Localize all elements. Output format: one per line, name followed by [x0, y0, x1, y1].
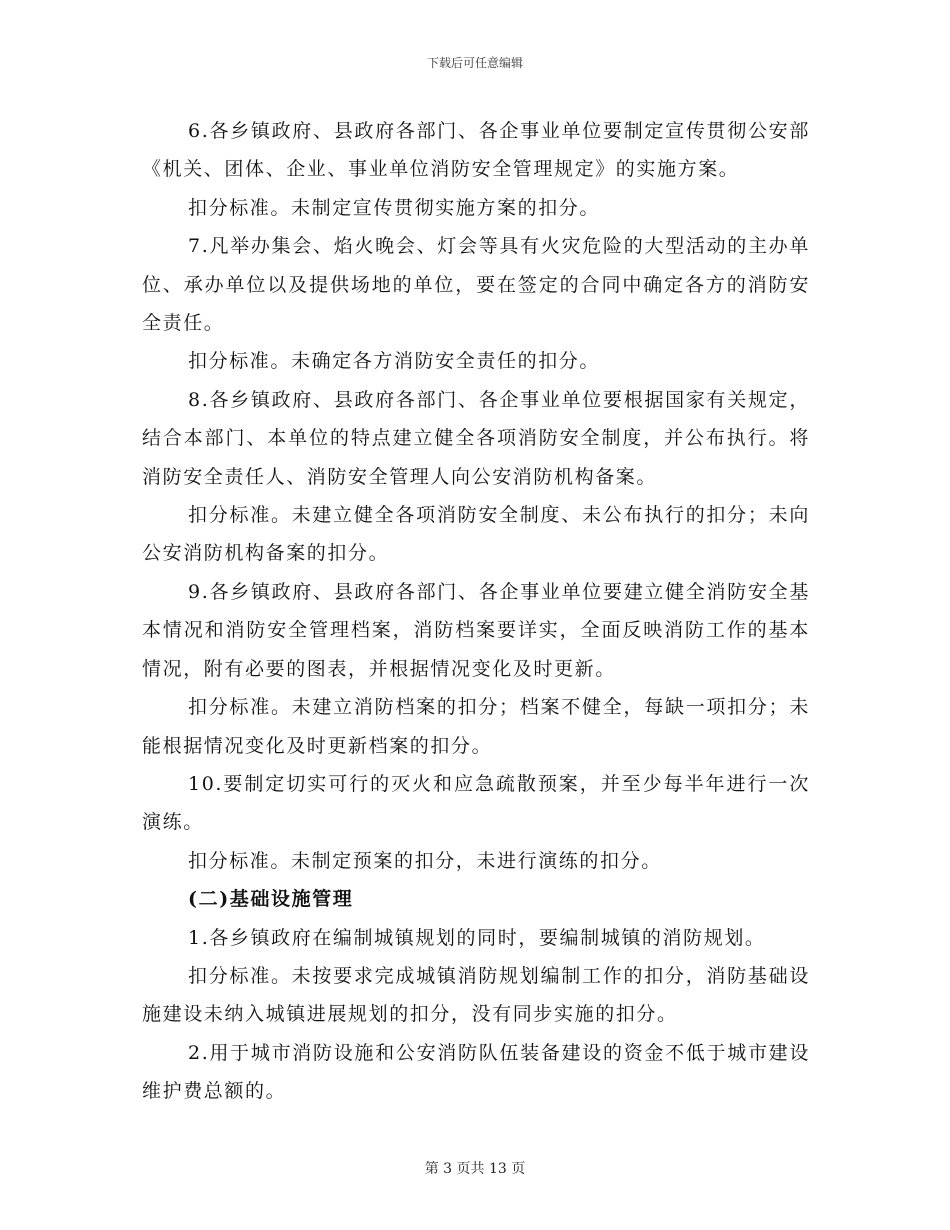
paragraph-item-6: 6.各乡镇政府、县政府各部门、各企事业单位要制定宣传贯彻公安部《机关、团体、企业、事业单位消防安全管理规定》的实施方案。 [142, 120, 810, 181]
section-heading: (二)基础设施管理 [188, 888, 354, 911]
section-paragraph-item-1: 1.各乡镇政府在编制城镇规划的同时，要编制城镇的消防规划。 [188, 926, 766, 949]
paragraph-item-7: 7.凡举办集会、焰火晚会、灯会等具有火灾危险的大型活动的主办单位、承办单位以及提供场地的单位，要在签定的合同中确定各方的消防安全责任。 [142, 235, 810, 335]
page-number-footer: 第 3 页共 13 页 [424, 1161, 526, 1177]
section-paragraph-item-2: 2.用于城市消防设施和公安消防队伍装备建设的资金不低于城市建设维护费总额的。 [142, 1041, 810, 1103]
page-header-note: 下载后可任意编辑 [426, 56, 523, 70]
paragraph-item-8: 8.各乡镇政府、县政府各部门、各企事业单位要根据国家有关规定，结合本部门、本单位的特点建立健全各项消防安全制度，并公布执行。将消防安全责任人、消防安全管理人向公安消防机构备案。 [142, 388, 810, 488]
deduction-standard-7: 扣分标准。未确定各方消防安全责任的扣分。 [188, 350, 601, 373]
deduction-standard-6: 扣分标准。未制定宣传贯彻实施方案的扣分。 [188, 196, 601, 219]
section-deduction-standard-1: 扣分标准。未按要求完成城镇消防规划编制工作的扣分，消防基础设施建设未纳入城镇进展规划的扣分，没有同步实施的扣分。 [142, 964, 810, 1026]
deduction-standard-8: 扣分标准。未建立健全各项消防安全制度、未公布执行的扣分；未向公安消防机构备案的扣分。 [142, 504, 810, 565]
document-body [142, 112, 810, 1111]
paragraph-item-10: 10.要制定切实可行的灭火和应急疏散预案，并至少每半年进行一次演练。 [142, 772, 810, 834]
deduction-standard-9: 扣分标准。未建立消防档案的扣分；档案不健全，每缺一项扣分；未能根据情况变化及时更新档案的扣分。 [142, 696, 810, 757]
deduction-standard-10: 扣分标准。未制定预案的扣分，未进行演练的扣分。 [188, 849, 662, 872]
paragraph-item-9: 9.各乡镇政府、县政府各部门、各企事业单位要建立健全消防安全基本情况和消防安全管理档案，消防档案要详实，全面反映消防工作的基本情况，附有必要的图表，并根据情况变化及时更新。 [142, 580, 810, 680]
